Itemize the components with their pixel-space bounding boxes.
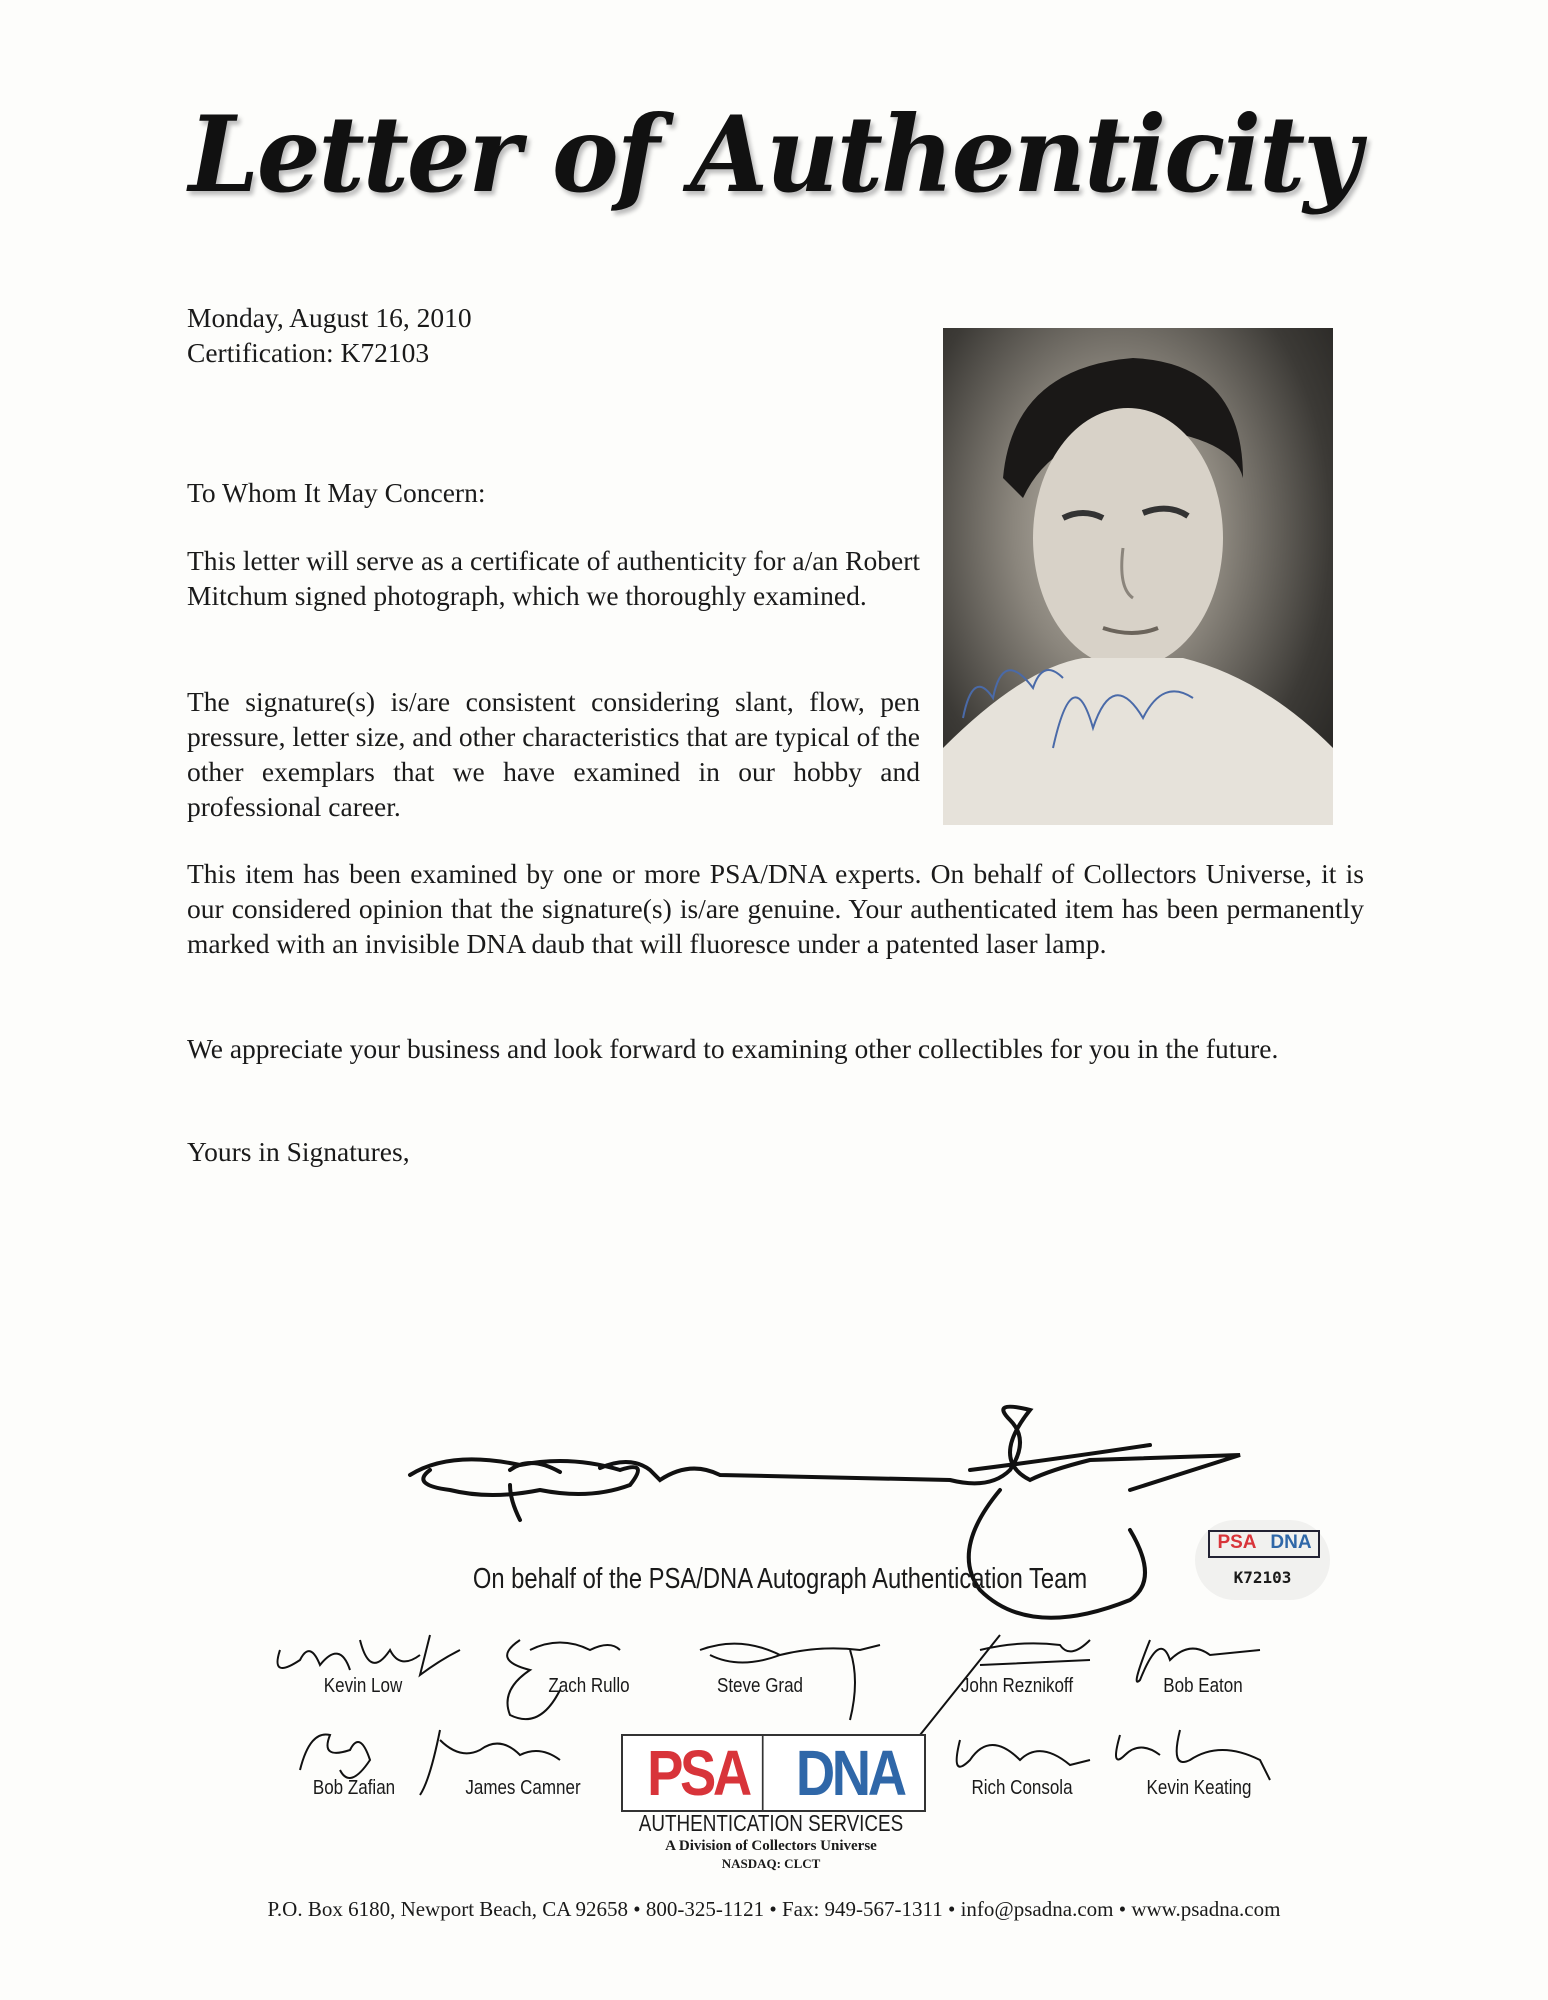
logo-psa: PSA: [634, 1736, 763, 1810]
paragraph-2: The signature(s) is/are consistent considering slant, flow, pen pressure, letter size, and other characteristics that are typical of the other exemplars that we have examined in our hobby and professional career.: [187, 686, 920, 822]
portrait-image: [943, 328, 1333, 825]
paragraph-4: We appreciate your business and look forward to examining other collectibles for you in the future.: [187, 1033, 1279, 1064]
sticker-logo-psa: PSA: [1217, 1532, 1257, 1553]
authentication-services: AUTHENTICATION SERVICES: [638, 1810, 904, 1836]
letter-date: Monday, August 16, 2010: [187, 302, 472, 333]
signer-rich-consola: Rich Consola: [971, 1777, 1073, 1799]
paragraph-3: This item has been examined by one or more PSA/DNA experts. On behalf of Collectors Universe, it is our considered opinion that the signature(s) is/are genuine. Your authenticated item has been permanently marked with an invisible DNA daub that will fluoresce under a patented laser lamp.: [187, 858, 1364, 959]
certification-number: Certification: K72103: [187, 337, 430, 368]
nasdaq-line: NASDAQ: CLCT: [721, 1856, 821, 1871]
division-line: A Division of Collectors Universe: [665, 1838, 877, 1854]
signer-kevin-keating: Kevin Keating: [1146, 1777, 1252, 1799]
closing: Yours in Signatures,: [187, 1136, 410, 1167]
signer-bob-eaton: Bob Eaton: [1163, 1675, 1243, 1697]
paragraph-1: This letter will serve as a certificate of authenticity for a/an Robert Mitchum signed photograph, which we thoroughly examined.: [187, 545, 920, 611]
signer-john-reznikoff: John Reznikoff: [960, 1675, 1074, 1697]
footer-contact: P.O. Box 6180, Newport Beach, CA 92658 • 800-325-1121 • Fax: 949-567-1311 • info@psadna.com • www.psadna.com: [267, 1897, 1281, 1921]
signer-steve-grad: Steve Grad: [716, 1675, 803, 1697]
signed-photograph: [943, 328, 1333, 825]
letter-title: Letter of Authenticity: [188, 92, 1360, 216]
signer-bob-zafian: Bob Zafian: [312, 1777, 396, 1799]
authentication-sticker: [1195, 1520, 1330, 1600]
signer-kevin-low: Kevin Low: [323, 1675, 403, 1697]
psa-dna-logo: [621, 1734, 926, 1812]
salutation: To Whom It May Concern:: [187, 477, 486, 508]
letter-header: [187, 300, 472, 370]
signer-zach-rullo: Zach Rullo: [548, 1675, 630, 1697]
sticker-logo-dna: DNA: [1270, 1532, 1312, 1553]
team-line: On behalf of the PSA/DNA Autograph Authentication Team: [472, 1563, 1088, 1595]
signer-james-camner: James Camner: [465, 1777, 581, 1799]
logo-dna: DNA: [795, 1737, 904, 1809]
sticker-cert-number: K72103: [1233, 1568, 1292, 1587]
